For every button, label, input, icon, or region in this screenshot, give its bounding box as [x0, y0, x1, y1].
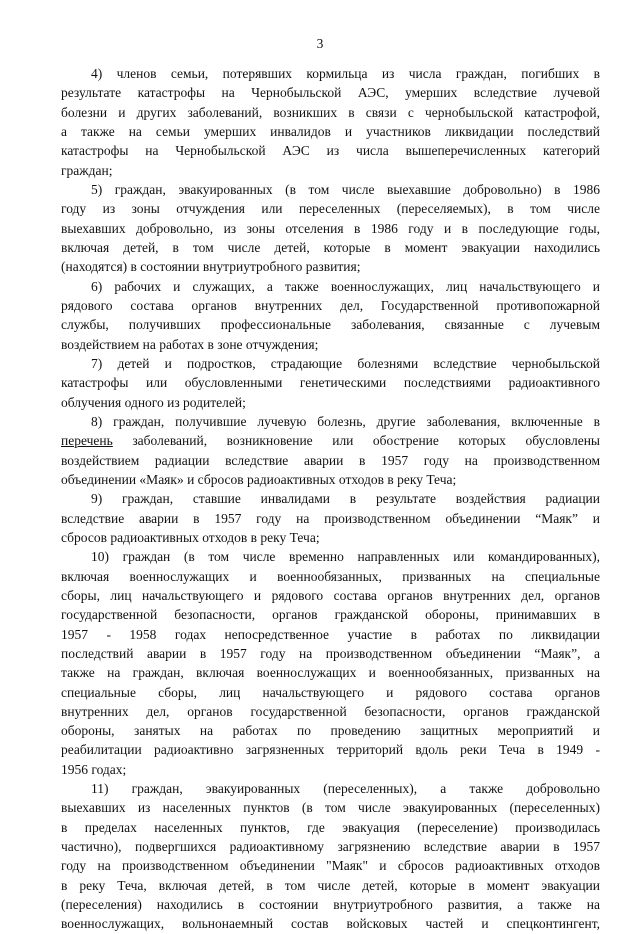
text-line: военнослужащих, вольнонаемный состав войсковых частей и спецконтингент,	[61, 916, 600, 932]
text-line: облучения одного из родителей;	[61, 394, 246, 410]
text-line: реабилитации радиоактивно загрязненных территорий вдоль реки Теча в 1949 -	[61, 742, 600, 758]
text-line: 10) граждан (в том числе временно направленных или командированных),	[91, 549, 600, 565]
text-line: 5) граждан, эвакуированных (в том числе выехавшие добровольно) в 1986	[91, 181, 600, 197]
text-line: включая военнослужащих и военнообязанных, призванных на специальные	[61, 568, 600, 584]
text-line: 8) граждан, получившие лучевую болезнь, другие заболевания, включенные в	[91, 413, 600, 429]
text-line: (находятся) в состоянии внутриутробного развития;	[61, 259, 361, 275]
text-line: сбросов радиоактивных отходов в реку Теча;	[61, 529, 320, 545]
text-line: в пределах населенных пунктов, где эвакуация (переселение) производилась	[61, 819, 600, 835]
text-line: 9) граждан, ставшие инвалидами в результате воздействия радиации	[91, 491, 600, 507]
text-line: частично), подвергшихся радиоактивному загрязнению вследствие аварии в 1957	[61, 839, 600, 855]
text-line: рядового состава органов внутренних дел, Государственной противопожарной	[61, 297, 600, 313]
text-line-rest: заболеваний, возникновение или обострение которых обусловлены	[112, 433, 600, 449]
document-body	[61, 64, 600, 934]
text-line: объединении «Маяк» и сбросов радиоактивных отходов в реку Теча;	[61, 471, 457, 487]
text-line	[61, 431, 600, 450]
text-line: катастрофы или обусловленными генетическими последствиями радиоактивного	[61, 375, 600, 391]
page-number: 3	[316, 36, 324, 51]
text-line: специальные сборы, лиц начальствующего и рядового состава органов	[61, 684, 600, 700]
text-line: обороны, занятых на работах по проведению защитных мероприятий и	[61, 723, 600, 739]
text-line: катастрофы на Чернобыльской АЭС из числа вышеперечисленных категорий	[61, 143, 600, 159]
text-line: 4) членов семьи, потерявших кормильца из числа граждан, погибших в	[91, 66, 600, 81]
text-line: (переселения) находились в состоянии внутриутробного развития, а также на	[61, 897, 600, 913]
text-line: году на производственном объединении "Маяк" и сбросов радиоактивных отходов	[61, 858, 600, 874]
text-line: воздействием на работах в зоне отчуждения;	[61, 336, 319, 352]
text-line: 1957 - 1958 годах непосредственное участие в работах по ликвидации	[61, 626, 600, 642]
text-line: внутренних дел, органов государственной безопасности, органов гражданской	[61, 703, 600, 719]
text-line: году из зоны отчуждения или переселенных (переселяемых), в том числе	[61, 201, 600, 217]
text-line: вследствие аварии в 1957 году на производственном объединении “Маяк” и	[61, 510, 600, 526]
text-line: воздействием радиации вследствие аварии в 1957 году на производственном	[61, 452, 600, 468]
hyperlink-perechen[interactable]: перечень	[61, 433, 113, 449]
text-line: выехавших добровольно, из зоны отселения в 1986 году и в последующие годы,	[61, 220, 600, 236]
text-line: в реку Теча, включая детей, в том числе детей, которые в момент эвакуации	[61, 877, 600, 893]
text-line: а также на семьи умерших инвалидов и участников ликвидации последствий	[61, 123, 600, 139]
text-line: выехавших из населенных пунктов (в том числе эвакуированных (переселенных)	[61, 800, 600, 816]
text-line: государственной безопасности, органов гражданской обороны, принимавших в	[61, 607, 600, 623]
text-line: граждан;	[61, 162, 113, 178]
text-line: результате катастрофы на Чернобыльской АЭС, умерших вследствие лучевой	[61, 85, 600, 101]
text-line: службы, получивших профессиональные заболевания, связанные с лучевым	[61, 317, 600, 333]
text-line: 11) граждан, эвакуированных (переселенных), а также добровольно	[91, 781, 600, 797]
text-line: 6) рабочих и служащих, а также военнослужащих, лиц начальствующего и	[91, 278, 600, 294]
text-line: также на граждан, включая военнослужащих и военнообязанных, призванных на	[61, 665, 600, 681]
text-line: болезни и других заболеваний, возникших в связи с чернобыльской катастрофой,	[61, 104, 600, 120]
text-line: последствий аварии в 1957 году на производственном объединении “Маяк”, а	[61, 645, 600, 661]
text-line: 7) детей и подростков, страдающие болезнями вследствие чернобыльской	[91, 355, 600, 371]
text-line: 1956 годах;	[61, 761, 127, 777]
text-line: включая детей, в том числе детей, которые в момент эвакуации находились	[61, 239, 600, 255]
text-line: сборы, лиц начальствующего и рядового состава органов внутренних дел, органов	[61, 587, 600, 603]
